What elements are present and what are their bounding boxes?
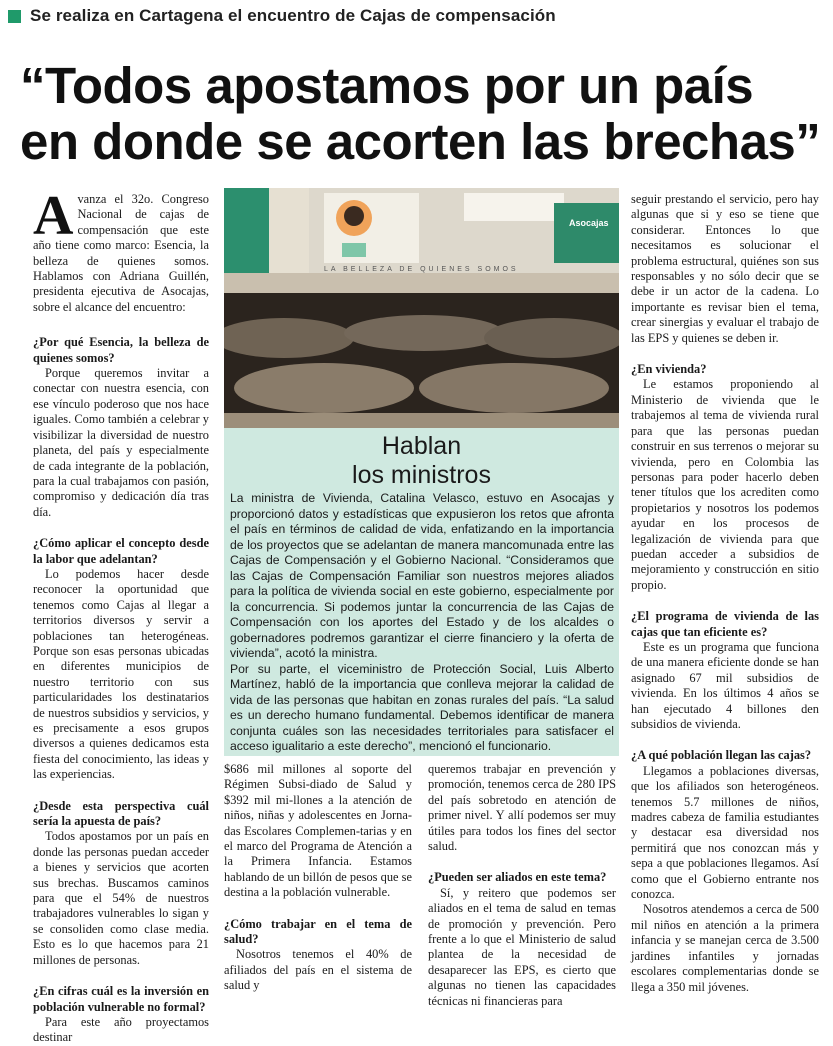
answer-4: Para este año proyectamos destinar [33, 1014, 209, 1045]
section-kicker [8, 6, 828, 28]
headline-line-2: en donde se acorten las brechas” [20, 113, 821, 170]
col4-question-1: ¿En vivienda? [631, 362, 707, 377]
kicker-text: Se realiza en Cartagena el encuentro de Cajas de compensación [30, 6, 556, 25]
question-3: ¿Desde esta perspectiva cuál sería la apuesta de país? [33, 798, 209, 829]
question-2: ¿Cómo aplicar el concepto desde la labor que adelantan? [33, 536, 209, 566]
box-title-line-2: los ministros [352, 461, 491, 489]
col4-answer-2: Este es un programa que funciona de una manera eficiente donde se han asignado 67 mil subsidios de vivienda. En los últimos 4 años se han ejecutado 4 billones den subsidios de vivienda. [631, 639, 819, 731]
headline-line-1: “Todos apostamos por un país [20, 57, 754, 114]
col3-answer: Sí, y reitero que podemos ser aliados en el tema de salud en temas de promoción y prevención. Pero frente a lo que el Ministerio de salud plantea de la necesidad de desaparecer las EPS, es cierto que algunas no tienen las capacidades técnicas ni financieras para [428, 885, 616, 1008]
headline [20, 58, 825, 170]
col2-answer: Nosotros tenemos el 40% de afiliados del país en el sistema de salud y [224, 947, 412, 993]
question-1: ¿Por qué Esencia, la belleza de quienes somos? [33, 335, 209, 365]
box-paragraph-2: Por su parte, el viceministro de Protección Social, Luis Alberto Martínez, habló de la importancia que conlleva mejorar la calidad de vida de las personas que habitan en zonas rurales del país. “La salud es un derecho humano fundamental. Debemos identificar de manera conjunta cuáles son las necesidades territoriales para satisfacer el acceso igualitario a este derecho”, mencionó el funcionario. [230, 661, 614, 753]
col3-answer-continued: queremos trabajar en prevención y promoción, tenemos cerca de 280 IPS del país sobretodo en atención de primer nivel. Y allí podemos ser muy útiles para todos los fines del sector salud. [428, 762, 616, 854]
col2-answer-continued: $686 mil millones al soporte del Régimen Subsi-diado de Salud y $392 mil mi-llones a la atención de niños, niñas y adolescentes en Jorna-das Escolares Complemen-tarias y en el marco del Programa de Atención a la Primera Infancia. Estamos hablando de un billón de pesos que se destina a la población vulnerable. [224, 762, 412, 900]
ministers-box [224, 428, 619, 756]
kicker-square-icon [8, 10, 21, 23]
col4-answer-continued: seguir prestando el servicio, pero hay algunas que si y eso se tiene que considerar. Entonces lo que necesitamos es solucionar el problema estructural, quiénes son sus responsables y no sólo decir que se debe ir un actor de la cadena. Lo importante es revisar bien el tema, crear sinergias y evaluar el trabajo de las EPS y quienes se deben ir. [631, 192, 819, 345]
box-title [224, 428, 619, 490]
article-column-3 [428, 762, 616, 1009]
article-column-4 [631, 192, 819, 995]
intro-text: vanza el 32o. Congreso Nacional de cajas de compensación que este año tiene como marco: Esencia, la belleza de quienes somos. Hablamos con Adriana Guillén, presidenta ejecutiva de Asocajas, sobre el alcance del encuentro: [33, 192, 209, 314]
box-paragraph-1: La ministra de Vivienda, Catalina Velasco, estuvo en Asocajas y proporcionó datos y estadísticas que expusieron los retos que afronta el país en términos de calidad de vida, enfatizando en la importancia de los proyectos que se adelantan de manera mancomunada entre las Cajas de Compensación y el Gobierno Nacional. “Consideramos que las Cajas de Compensación Familiar son nuestros mejores aliados para la política de vivienda social en este gobierno, especialmente por la concurrencia. Si podemos juntar la concurrencia de las Cajas de Compensación con los aportes del Estado y de los alcaldes o gobernadores podremos garantizar el cierre financiero y la oferta de vivienda”, acotó la ministra. [230, 491, 614, 660]
col2-question: ¿Cómo trabajar en el tema de salud? [224, 916, 412, 947]
answer-3: Todos apostamos por un país en donde las personas puedan acceder a bienes y servicios que acorten sus brechas. Buscamos caminos para que el 54% de nuestros trabajadores vulnerables lo sigan y se consoliden como clase media. Esto es lo que hacemos para 21 millones de personas. [33, 829, 209, 967]
event-photo [224, 188, 619, 428]
col4-question-2: ¿El programa de vivienda de las cajas que tan eficiente es? [631, 609, 819, 639]
question-4: ¿En cifras cuál es la inversión en población vulnerable no formal? [33, 984, 209, 1014]
col4-answer-3: Llegamos a poblaciones diversas, que los afiliados son heterogéneos. tenemos 5.7 millones de niños, madres cabeza de familia estudiantes y destacar esa diversidad nos permitirá que nos conozcan más y sepa a que poblaciones llegamos. Así como que el Gobierno entrante nos conozca. [631, 763, 819, 902]
col4-answer-1: Le estamos proponiendo al Ministerio de vivienda que le trabajemos al tema de vivienda rural para que las personas puedan construir en sus terrenos o mejorar su vivienda, pero en Colombia las personas para poder hacerlo deben tener títulos que los acrediten como propietarios y nosotros los podemos ayudar en los procesos de legalización de vivienda para que puedan acceder a subsidios de mejoramiento y construcción en sitio propio. [631, 377, 819, 592]
photo-slogan: LA BELLEZA DE QUIENES SOMOS [324, 266, 519, 273]
col4-answer-4: Nosotros atendemos a cerca de 500 mil niños en atención a la primera infancia y se manejan cerca de 3.500 jardines infantiles y jornadas escolares complementarias donde se llega a 350 mil jóvenes. [631, 902, 819, 994]
intro-paragraph [33, 185, 209, 315]
answer-1: Porque queremos invitar a conectar con nuestra esencia, con ese vínculo poderoso que nos hace iguales. Como también a celebrar y visibilizar la diversidad de nuestro planeta, del país y especialmente de cada integrante de la población, para la cual trabajamos con pasión, compromiso y dedicación día tras día. [33, 366, 209, 519]
photo-logo: Asocajas [569, 218, 609, 228]
conference-hall-illustration [224, 188, 619, 428]
box-title-line-1: Hablan [381, 432, 462, 460]
drop-cap: A [33, 185, 74, 247]
box-body [230, 491, 614, 755]
article-column-2 [224, 762, 412, 994]
article-column-1 [33, 185, 209, 1046]
col3-question: ¿Pueden ser aliados en este tema? [428, 870, 607, 885]
col4-question-3: ¿A qué población llegan las cajas? [631, 748, 812, 763]
answer-2: Lo podemos hacer desde reconocer la oportunidad que tenemos como Cajas al llegar a territorios diversos y servir a poblaciones tan heterogéneas. Porque son esas personas ubicadas en diferentes municipios de nuestro territorio con sus particularidades los destinatarios de nuestros subsidios y servicios, y es precisamente a esos grupos diversos a quienes dedicamos esta fiesta del conocimiento, las ideas y las experiencias. [33, 566, 209, 782]
